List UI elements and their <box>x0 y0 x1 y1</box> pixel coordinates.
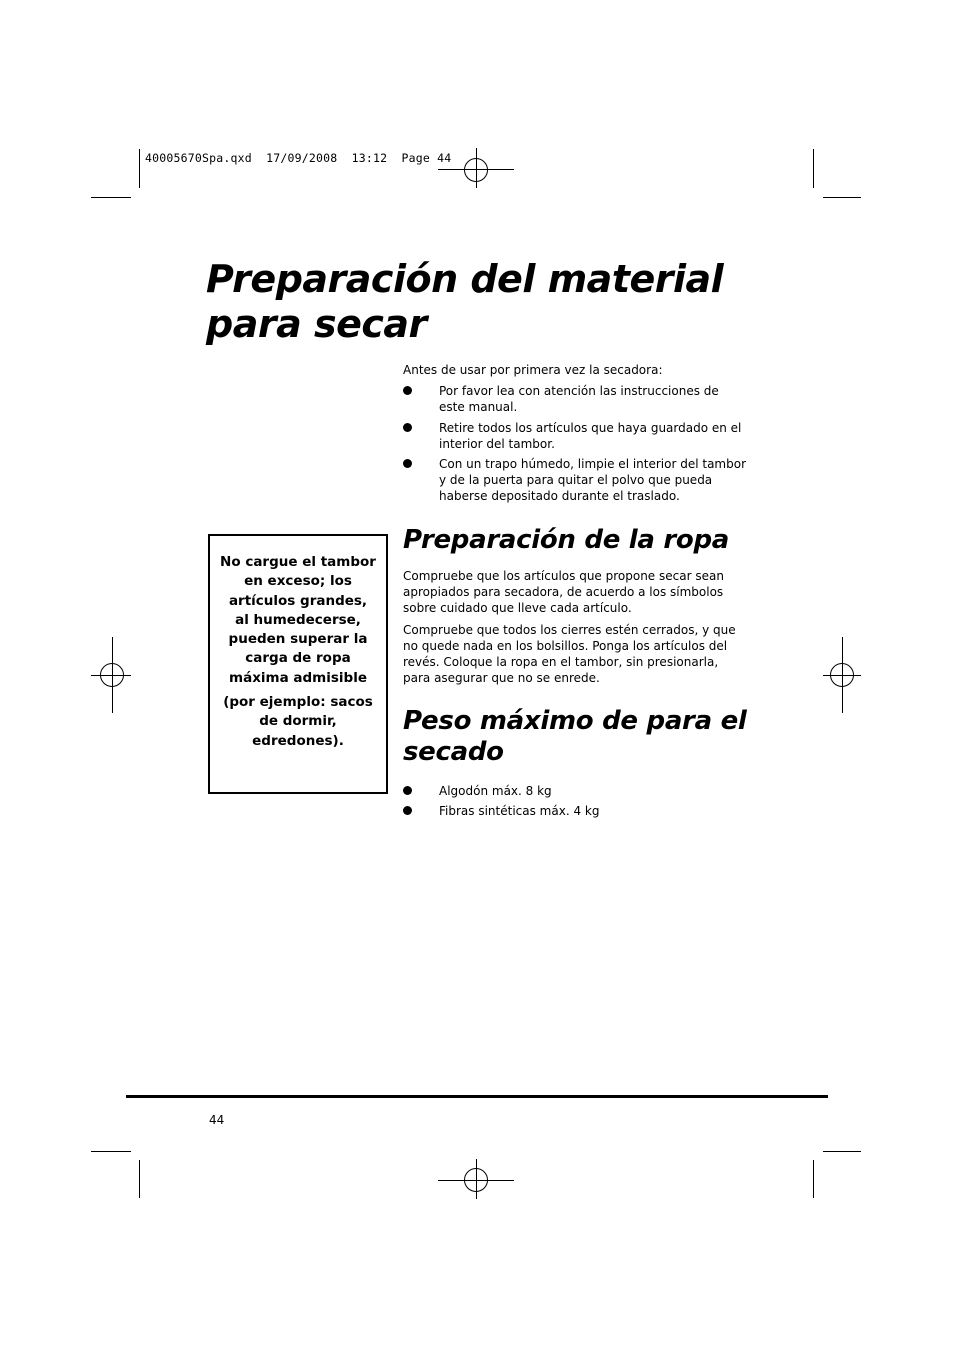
list-item: Por favor lea con atención las instrucciones de este manual. <box>403 383 748 415</box>
footer-rule <box>126 1095 828 1098</box>
section-heading: Preparación de la ropa <box>403 525 730 555</box>
bullet-icon <box>403 786 412 795</box>
file-slug: 40005670Spa.qxd 17/09/2008 13:12 Page 44 <box>145 151 452 165</box>
warning-box <box>208 534 388 794</box>
warning-text: No cargue el tambor en exceso; los artículos grandes, al humedecerse, pueden superar la carga de ropa máxima admisible <box>220 554 376 686</box>
bullet-icon <box>403 459 412 468</box>
list-item: Fibras sintéticas máx. 4 kg <box>403 803 748 819</box>
section-peso-maximo <box>403 706 748 823</box>
page-number: 44 <box>209 1113 225 1127</box>
intro-section <box>403 362 748 509</box>
list-item: Algodón máx. 8 kg <box>403 783 748 799</box>
intro-lead: Antes de usar por primera vez la secadora: <box>403 363 663 377</box>
section-heading: Peso máximo de para el secado <box>403 706 747 767</box>
weight-list <box>403 783 748 819</box>
list-item: Retire todos los artículos que haya guardado en el interior del tambor. <box>403 420 748 452</box>
bullet-icon <box>403 386 412 395</box>
bullet-icon <box>403 806 412 815</box>
section-preparacion-ropa <box>403 525 748 691</box>
paragraph: Compruebe que los artículos que propone secar sean apropiados para secadora, de acuerdo a los símbolos sobre cuidado que lleve cada artículo. <box>403 569 724 616</box>
warning-example: (por ejemplo: sacos de dormir, edredones). <box>223 694 373 749</box>
page-title: Preparación del material para secar <box>206 257 724 346</box>
intro-list <box>403 383 748 504</box>
paragraph: Compruebe que todos los cierres estén cerrados, y que no quede nada en los bolsillos. Ponga los artículos del revés. Coloque la ropa en el tambor, sin presionarla, para asegurar que no se enrede. <box>403 622 736 686</box>
bullet-icon <box>403 423 412 432</box>
list-item: Con un trapo húmedo, limpie el interior del tambor y de la puerta para quitar el polvo que pueda haberse depositado durante el traslado. <box>403 456 748 505</box>
